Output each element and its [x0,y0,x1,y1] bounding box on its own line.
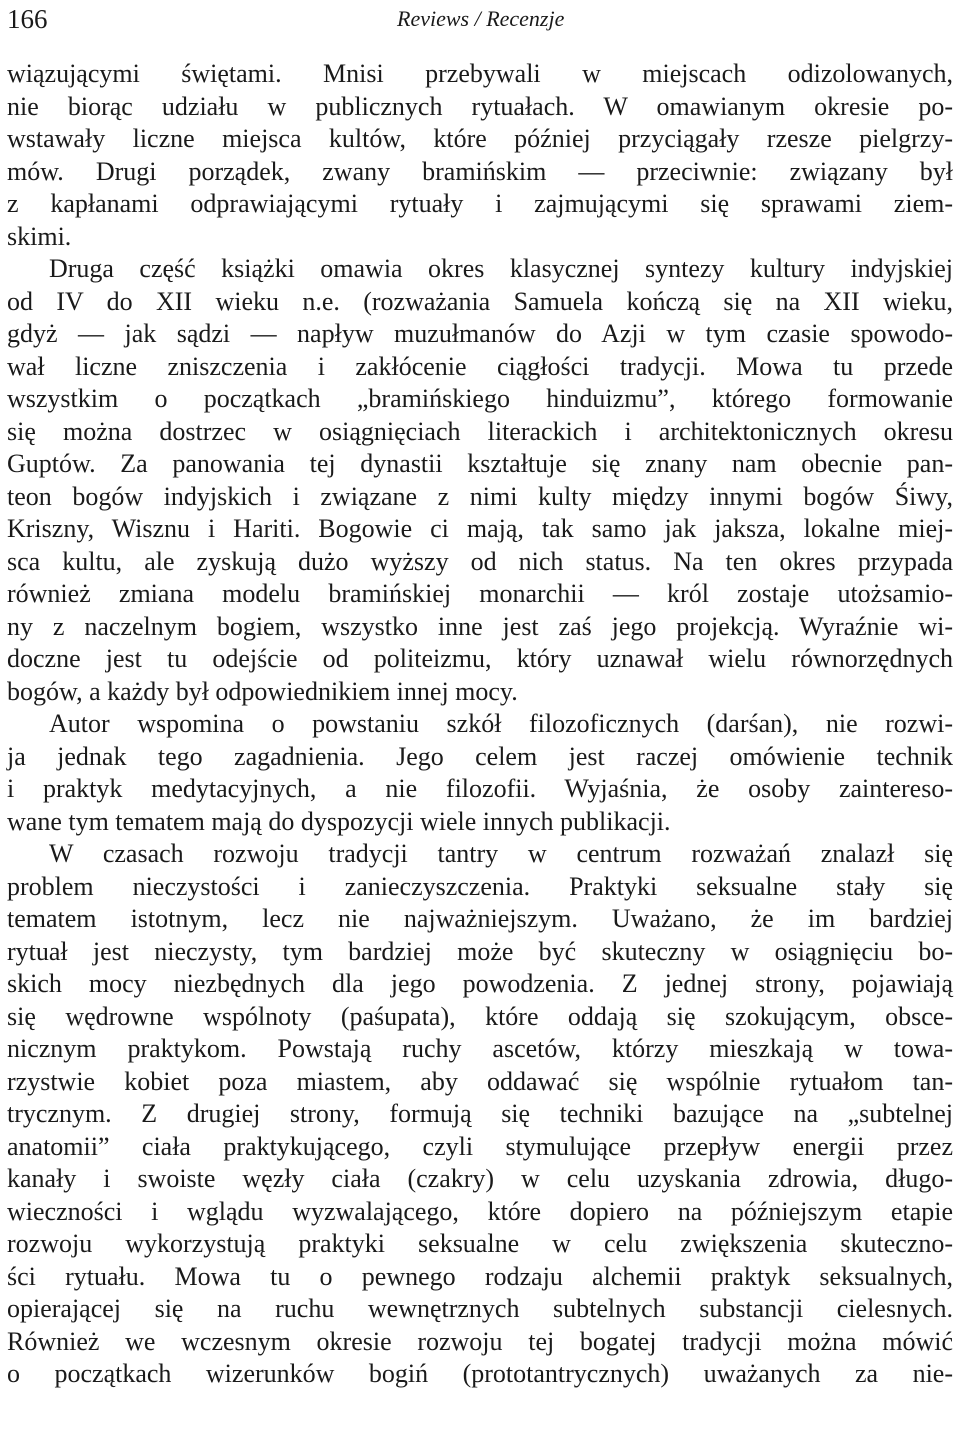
text-line: z kapłanami odprawiającymi rytuały i zajmującymi się sprawami ziem- [7,189,953,218]
text-line: Autor wspomina o powstaniu szkół filozoficznych (darśan), nie rozwi- [49,709,953,738]
text-line: i praktyk medytacyjnych, a nie filozofii. Wyjaśnia, że osoby zaintereso- [7,774,953,803]
text-line: Guptów. Za panowania tej dynastii kształtuje się znany nam obecnie pan- [7,449,953,478]
text-line: od IV do XII wieku n.e. (rozważania Samuela kończą się na XII wieku, [7,286,953,316]
text-line: skimi. [7,221,72,251]
text-line: anatomii” ciała praktykującego, czyli stymulujące przepływ energii przez [7,1131,953,1161]
text-line: również zmiana modelu bramińskiej monarchii — król zostaje utożsamio- [7,579,953,608]
text-line: Druga część książki omawia okres klasycznej syntezy kultury indyjskiej [49,254,953,283]
text-line: wiązującymi świętami. Mnisi przebywali w miejscach odizolowanych, [7,59,953,88]
page-number: 166 [7,4,48,34]
text-line: trycznym. Z drugiej strony, formują się techniki bazujące na „subtelnej [7,1099,953,1128]
text-line: wał liczne zniszczenia i zakłócenie ciągłości tradycji. Mowa tu przede [7,351,953,381]
text-line: problem nieczystości i zanieczyszczenia. Praktyki seksualne stały się [7,871,953,901]
text-line: bogów, a każdy był odpowiednikiem innej mocy. [7,676,518,706]
text-line: wstawały liczne miejsca kultów, które później przyciągały rzesze pielgrzy- [7,124,953,153]
text-line: ści rytuału. Mowa tu o pewnego rodzaju alchemii praktyk seksualnych, [7,1261,953,1291]
text-line: teon bogów indyjskich i związane z nimi kulty między innymi bogów Śiwy, [7,481,953,511]
text-line: kanały i swoiste węzły ciała (czakry) w celu uzyskania zdrowia, długo- [7,1164,953,1193]
text-line: doczne jest tu odejście od politeizmu, który uznawał wielu równorzędnych [7,644,953,673]
text-line: W czasach rozwoju tradycji tantry w centrum rozważań znalazł się [49,839,953,868]
body-text [7,58,953,1391]
running-head: Reviews / Recenzje [397,6,565,31]
text-line: wieczności i wglądu wyzwalającego, które dopiero na późniejszym etapie [7,1196,953,1226]
text-line: ny z naczelnym bogiem, wszystko inne jest zaś jego projekcją. Wyraźnie wi- [7,611,953,641]
text-line: tematem istotnym, lecz nie najważniejszym. Uważano, że im bardziej [7,904,953,933]
text-line: nie biorąc udziału w publicznych rytuałach. W omawianym okresie po- [7,91,953,121]
text-line: się można dostrzec w osiągnięciach literackich i architektonicznych okresu [7,416,953,446]
text-line: Również we wczesnym okresie rozwoju tej bogatej tradycji można mówić [7,1326,953,1356]
text-line: rozwoju wykorzystują praktyki seksualne w celu zwiększenia skuteczno- [7,1229,953,1258]
text-line: mów. Drugi porządek, zwany bramińskim — przeciwnie: związany był [7,156,953,186]
text-line: gdyż — jak sądzi — napływ muzułmanów do Azji w tym czasie spowodo- [7,319,953,348]
text-line: wane tym tematem mają do dyspozycji wiele innych publikacji. [7,806,671,836]
text-line: Kriszny, Wisznu i Hariti. Bogowie ci mają, tak samo jak jaksza, lokalne miej- [7,514,953,543]
text-line: rytuał jest nieczysty, tym bardziej może być skuteczny w osiągnięciu bo- [7,936,953,966]
text-line: o początkach wizerunków bogiń (prototantrycznych) uważanych za nie- [7,1359,953,1388]
text-line: się wędrowne wspólnoty (paśupata), które oddają się szokującym, obsce- [7,1001,953,1031]
text-line: ja jednak tego zagadnienia. Jego celem jest raczej omówienie technik [7,741,953,771]
text-line: nicznym praktykom. Powstają ruchy ascetów, którzy mieszkają w towa- [7,1034,953,1063]
page-header [7,0,952,40]
text-line: wszystkim o początkach „bramińskiego hinduizmu”, którego formowanie [7,384,953,413]
text-line: skich mocy niezbędnych dla jego powodzenia. Z jednej strony, pojawiają [7,969,953,998]
text-line: rzystwie kobiet poza miastem, aby oddawać się wspólnie rytuałom tan- [7,1066,953,1096]
text-line: opierającej się na ruchu wewnętrznych subtelnych substancji cielesnych. [7,1294,953,1323]
text-line: sca kultu, ale zyskują dużo wyższy od nich status. Na ten okres przypada [7,546,953,576]
